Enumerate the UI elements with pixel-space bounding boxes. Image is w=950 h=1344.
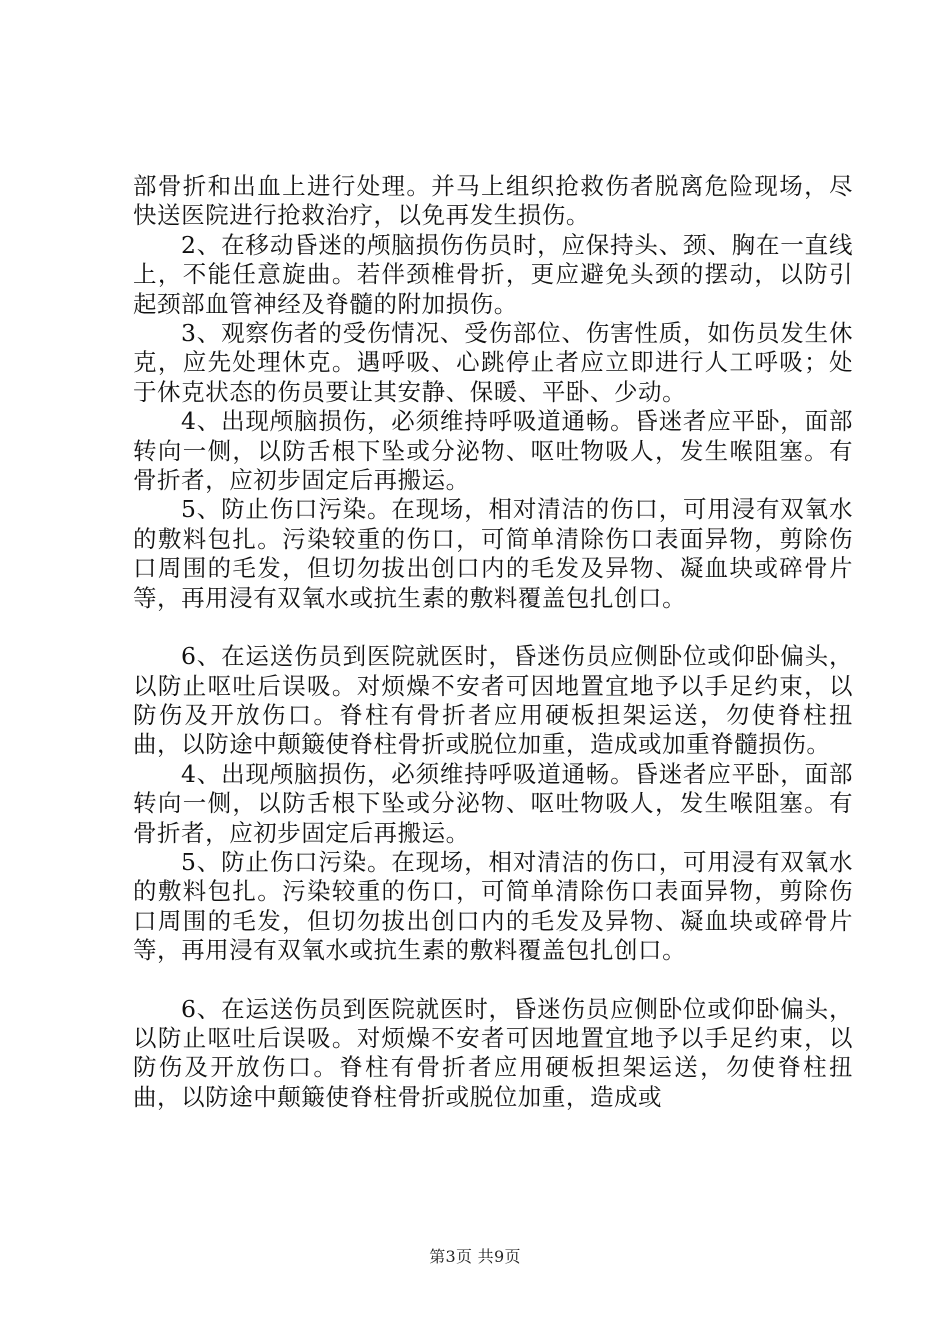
page-number-footer: 第3页 共9页 xyxy=(429,1247,521,1266)
paragraph-item-6: 6、在运送伤员到医院就医时，昏迷伤员应侧卧位或仰卧偏头，以防止呕吐后误吸。对烦燥不安者可因地置宜地予以手足约束，以防伤及开放伤口。脊柱有骨折者应用硬板担架运送，勿使脊柱扭曲，以防途中颠簸使脊柱骨折或脱位加重，造成或加重脊髓损伤。 xyxy=(133,642,853,759)
paragraph-item-5-repeat: 5、防止伤口污染。在现场，相对清洁的伤口，可用浸有双氧水的敷料包扎。污染较重的伤口，可简单清除伤口表面异物，剪除伤口周围的毛发，但切勿拔出创口内的毛发及异物、凝血块或碎骨片等，再用浸有双氧水或抗生素的敷料覆盖包扎创口。 xyxy=(133,847,853,965)
paragraph-item-4-repeat: 4、出现颅脑损伤，必须维持呼吸道通畅。昏迷者应平卧，面部转向一侧，以防舌根下坠或分泌物、呕吐物吸人，发生喉阻塞。有骨折者，应初步固定后再搬运。 xyxy=(133,759,853,847)
paragraph-item-5: 5、防止伤口污染。在现场，相对清洁的伤口，可用浸有双氧水的敷料包扎。污染较重的伤口，可简单清除伤口表面异物，剪除伤口周围的毛发，但切勿拔出创口内的毛发及异物、凝血块或碎骨片等，再用浸有双氧水或抗生素的敷料覆盖包扎创口。 xyxy=(133,495,853,612)
paragraph-continuation: 部骨折和出血上进行处理。并马上组织抢救伤者脱离危险现场，尽快送医院进行抢救治疗，以免再发生损伤。 xyxy=(133,172,853,230)
paragraph-item-6-repeat: 6、在运送伤员到医院就医时，昏迷伤员应侧卧位或仰卧偏头，以防止呕吐后误吸。对烦燥不安者可因地置宜地予以手足约束，以防伤及开放伤口。脊柱有骨折者应用硬板担架运送，勿使脊柱扭曲，以防途中颠簸使脊柱骨折或脱位加重，造成或 xyxy=(133,994,853,1111)
paragraph-item-4: 4、出现颅脑损伤，必须维持呼吸道通畅。昏迷者应平卧，面部转向一侧，以防舌根下坠或分泌物、呕吐物吸人，发生喉阻塞。有骨折者，应初步固定后再搬运。 xyxy=(133,407,853,495)
document-body xyxy=(133,172,853,1112)
paragraph-item-2: 2、在移动昏迷的颅脑损伤伤员时，应保持头、颈、胸在一直线上，不能任意旋曲。若伴颈椎骨折，更应避免头颈的摆动，以防引起颈部血管神经及脊髓的附加损伤。 xyxy=(133,230,853,318)
paragraph-item-3: 3、观察伤者的受伤情况、受伤部位、伤害性质，如伤员发生休克，应先处理休克。遇呼吸、心跳停止者应立即进行人工呼吸；处于休克状态的伤员要让其安静、保暖、平卧、少动。 xyxy=(133,319,853,406)
